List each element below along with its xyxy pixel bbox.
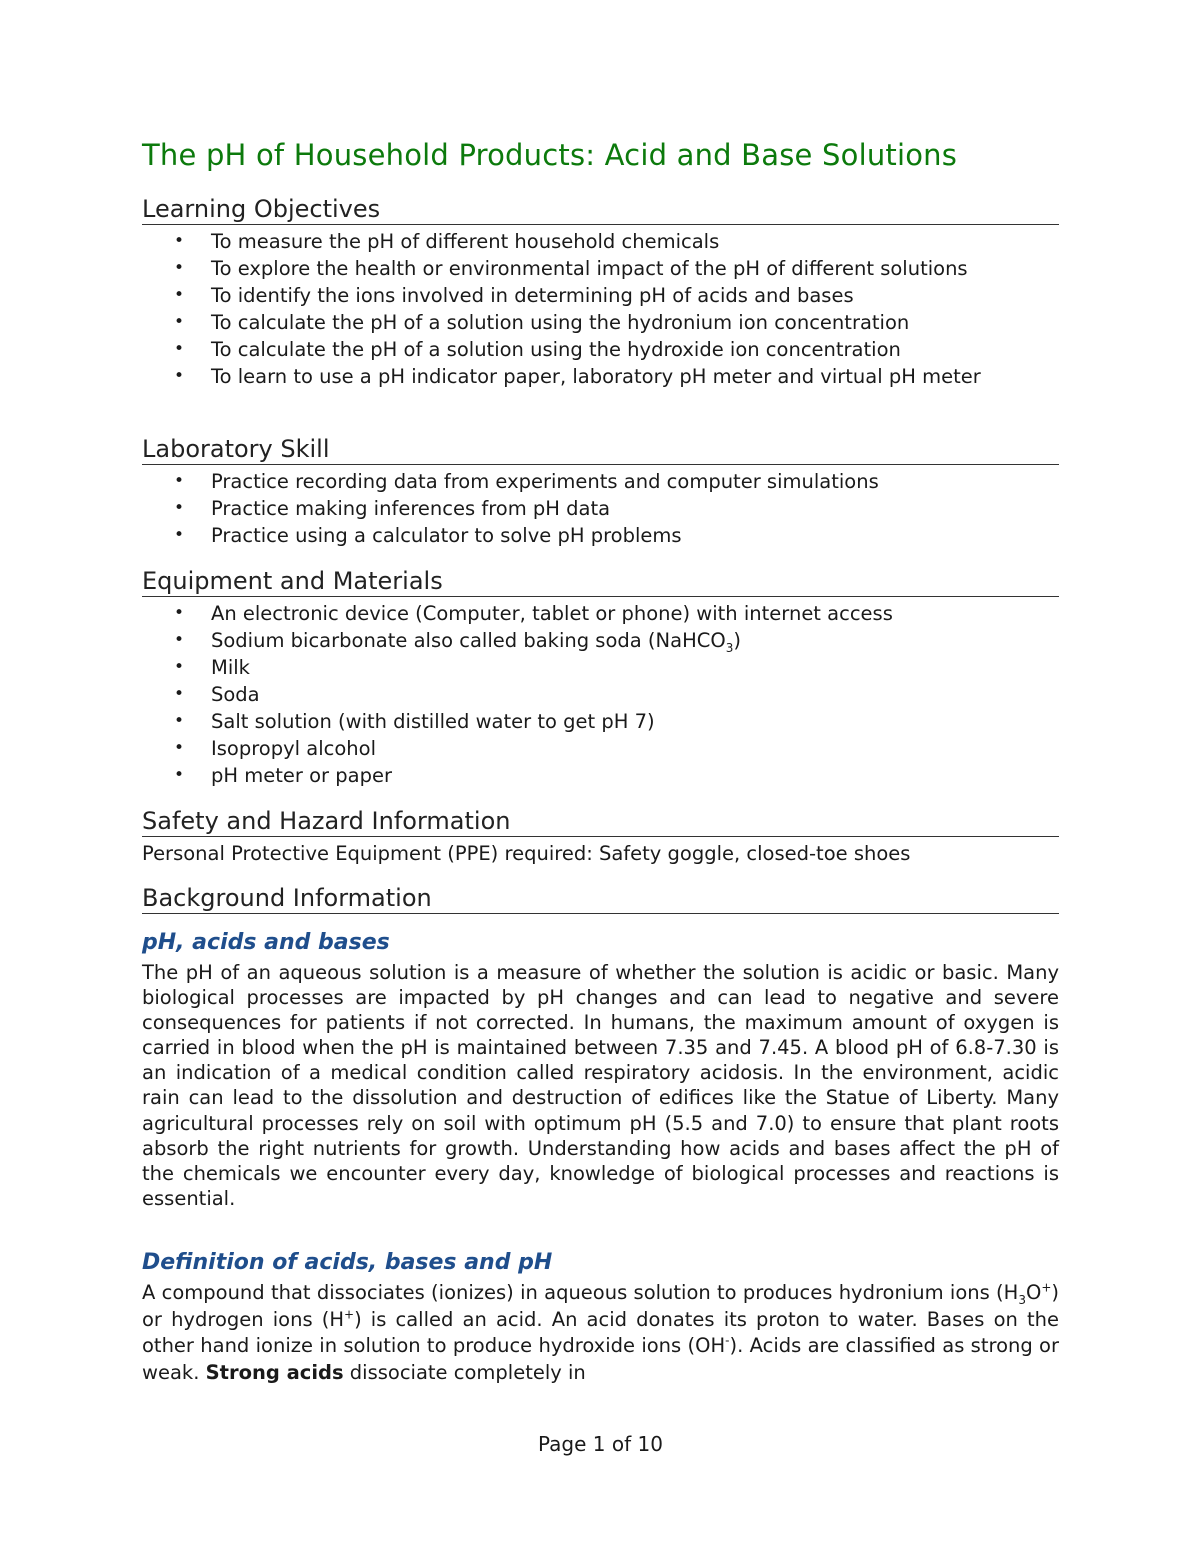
- equipment-heading: Equipment and Materials: [142, 566, 1059, 597]
- list-item: • Salt solution (with distilled water to get pH 7): [174, 710, 655, 733]
- safety-heading: Safety and Hazard Information: [142, 806, 1059, 837]
- list-item: • To learn to use a pH indicator paper, laboratory pH meter and virtual pH meter: [174, 365, 981, 388]
- equipment-list: [142, 600, 1059, 789]
- bullet-icon: •: [174, 684, 185, 704]
- list-item: • Soda: [174, 683, 260, 706]
- list-item: • Practice making inferences from pH data: [174, 497, 611, 520]
- background-paragraph-1: The pH of an aqueous solution is a measure of whether the solution is acidic or basic. Many biological processes are impacted by pH changes and can lead to negative and severe consequences for patients if not corrected. In humans, the maximum amount of oxygen is carried in blood when the pH is maintained between 7.35 and 7.45. A blood pH of 6.8-7.30 is an indication of a medical condition called respiratory acidosis. In the environment, acidic rain can lead to the dissolution and destruction of edifices like the Statue of Liberty. Many agricultural processes rely on soil with optimum pH (5.5 and 7.0) to ensure that plant roots absorb the right nutrients for growth. Understanding how acids and bases affect the pH of the chemicals we encounter every day, knowledge of biological processes and reactions is essential.: [142, 961, 1059, 1210]
- list-item: • To explore the health or environmental impact of the pH of different solutions: [174, 257, 968, 280]
- list-item: • To measure the pH of different household chemicals: [174, 230, 720, 253]
- bullet-icon: •: [174, 471, 185, 491]
- background-heading: Background Information: [142, 883, 1059, 914]
- bullet-icon: •: [174, 738, 185, 758]
- document-title: The pH of Household Products: Acid and Base Solutions: [142, 138, 958, 172]
- subheading-ph-acids-bases: pH, acids and bases: [142, 930, 390, 955]
- safety-text: Personal Protective Equipment (PPE) required: Safety goggle, closed-toe shoes: [142, 842, 911, 865]
- list-item: • To identify the ions involved in determining pH of acids and bases: [174, 284, 854, 307]
- bullet-icon: •: [174, 285, 185, 305]
- list-item: • Practice recording data from experiments and computer simulations: [174, 470, 879, 493]
- bullet-icon: •: [174, 312, 185, 332]
- list-item: • Practice using a calculator to solve pH problems: [174, 524, 682, 547]
- bullet-icon: •: [174, 339, 185, 359]
- learning-objectives-heading: Learning Objectives: [142, 194, 1059, 225]
- laboratory-skill-list: [142, 468, 1059, 549]
- bullet-icon: •: [174, 366, 185, 386]
- list-item: • Milk: [174, 656, 250, 679]
- bullet-icon: •: [174, 603, 185, 623]
- learning-objectives-list: [142, 228, 1059, 390]
- laboratory-skill-heading: Laboratory Skill: [142, 434, 1059, 465]
- bullet-icon: •: [174, 765, 185, 785]
- bullet-icon: •: [174, 711, 185, 731]
- document-page: [142, 0, 1059, 1553]
- bullet-icon: •: [174, 258, 185, 278]
- bullet-icon: •: [174, 630, 185, 650]
- background-paragraph-2: A compound that dissociates (ionizes) in aqueous solution to produces hydronium ions $(H_3O^+)$ or hydrogen ions (H+) is called an acid. An acid donates its proton to water. Bases on the other hand ionize in solution to produce hydroxide ions (OH-). Acids are classified as strong or weak. Strong acids dissociate completely in: [142, 1280, 1059, 1384]
- bullet-icon: •: [174, 525, 185, 545]
- list-item: • To calculate the pH of a solution using the hydroxide ion concentration: [174, 338, 901, 361]
- bullet-icon: •: [174, 657, 185, 677]
- subheading-definition: Definition of acids, bases and pH: [142, 1250, 553, 1275]
- list-item: • To calculate the pH of a solution using the hydronium ion concentration: [174, 311, 910, 334]
- list-item: • pH meter or paper: [174, 764, 392, 787]
- list-item: • Isopropyl alcohol: [174, 737, 376, 760]
- page-number: Page 1 of 10: [538, 1432, 663, 1456]
- bullet-icon: •: [174, 498, 185, 518]
- bullet-icon: •: [174, 231, 185, 251]
- list-item: • Sodium bicarbonate also called baking soda (NaHCO$_3$): [174, 629, 741, 655]
- list-item: • An electronic device (Computer, tablet or phone) with internet access: [174, 602, 893, 625]
